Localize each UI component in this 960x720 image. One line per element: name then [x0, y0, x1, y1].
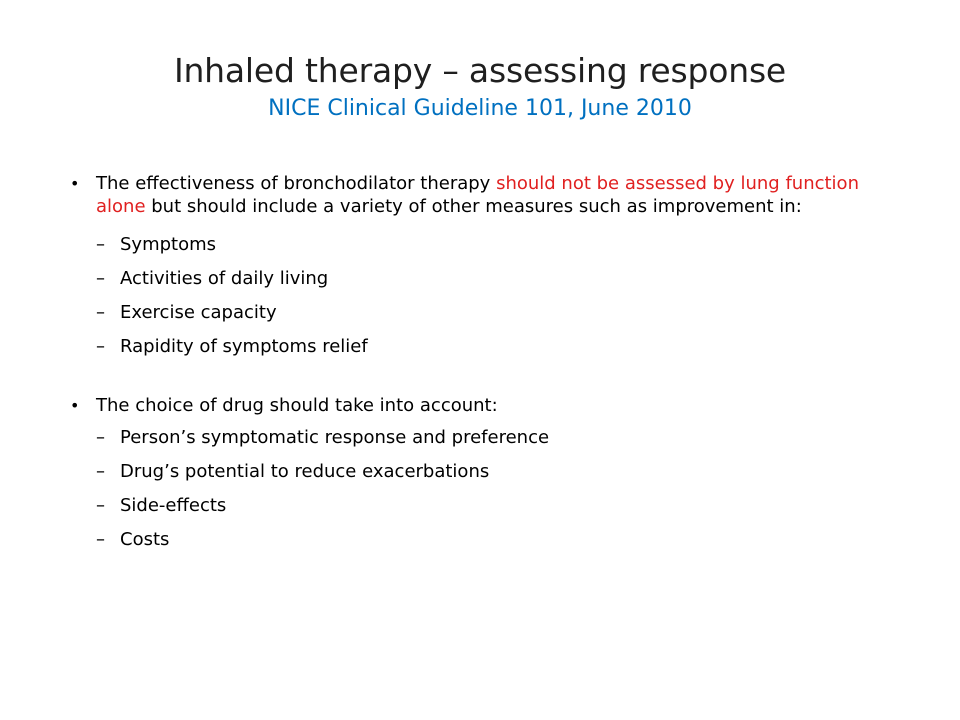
dash-icon: –: [96, 427, 105, 448]
bullet-text-highlight: should not be assessed by lung function alone: [96, 173, 859, 217]
dash-icon: –: [96, 495, 105, 516]
bullet-text-before: The effectiveness of bronchodilator therapy: [96, 173, 497, 194]
list-item: [68, 455, 868, 489]
list-item: [68, 489, 868, 523]
list-item: [68, 262, 868, 296]
list-item-label: Side-effects: [120, 495, 227, 516]
list-item: [68, 228, 868, 262]
list-item-label: Symptoms: [120, 234, 217, 255]
bullet-text: The choice of drug should take into account:: [96, 395, 498, 416]
list-item-label: Person’s symptomatic response and preference: [120, 427, 550, 448]
dash-icon: –: [96, 302, 105, 323]
bullet-effectiveness: [68, 172, 868, 218]
list-item-label: Activities of daily living: [120, 268, 329, 289]
dash-icon: –: [96, 529, 105, 550]
bullet-dot-icon: •: [70, 396, 80, 415]
dash-icon: –: [96, 336, 105, 357]
list-item-label: Drug’s potential to reduce exacerbations: [120, 461, 490, 482]
title-block: [60, 50, 900, 124]
bullet-drug-choice: [68, 394, 868, 417]
list-item: [68, 421, 868, 455]
list-item: [68, 523, 868, 557]
list-item-label: Rapidity of symptoms relief: [120, 336, 368, 357]
list-item-label: Costs: [120, 529, 170, 550]
bullet-dot-icon: •: [70, 174, 80, 193]
sub-list-drug-factors: [68, 421, 868, 557]
dash-icon: –: [96, 268, 105, 289]
slide-body: [68, 172, 868, 557]
spacer: [68, 364, 868, 394]
sub-list-improvements: [68, 228, 868, 364]
list-item: [68, 330, 868, 364]
bullet-text-after: but should include a variety of other measures such as improvement in:: [145, 196, 802, 217]
dash-icon: –: [96, 461, 105, 482]
slide-title: Inhaled therapy – assessing response: [173, 51, 787, 90]
list-item: [68, 296, 868, 330]
slide-subtitle: NICE Clinical Guideline 101, June 2010: [268, 96, 692, 121]
list-item-label: Exercise capacity: [120, 302, 277, 323]
dash-icon: –: [96, 234, 105, 255]
